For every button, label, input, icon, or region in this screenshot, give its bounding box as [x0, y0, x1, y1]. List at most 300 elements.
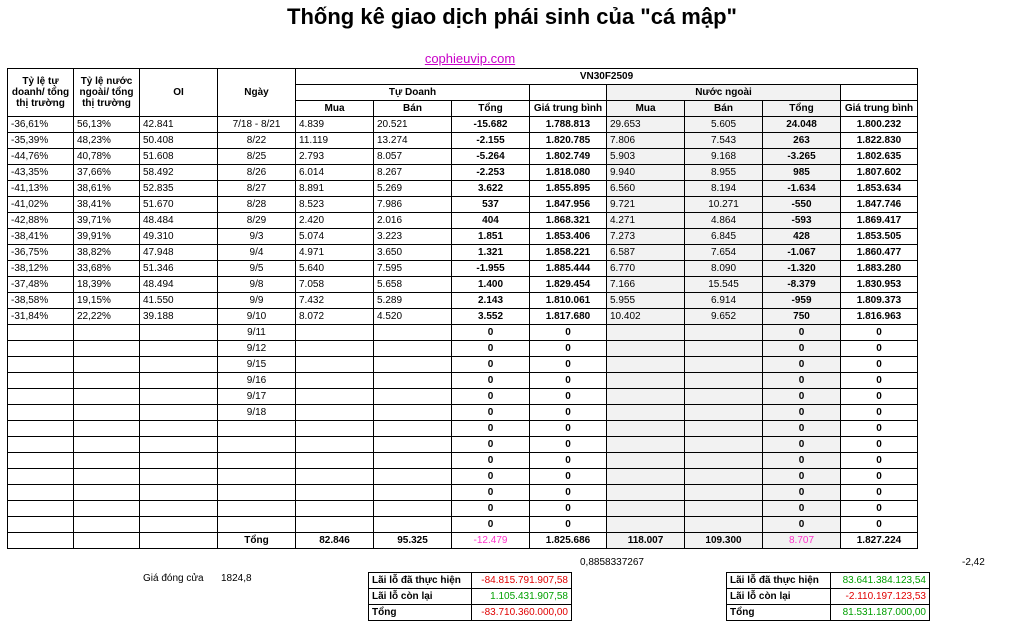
cell-ty-le-tu-doanh: -36,75%	[8, 245, 74, 261]
header-td-gia: Giá trung bình	[530, 101, 607, 117]
cell-oi	[140, 453, 218, 469]
cell-td-ban: 7.595	[374, 261, 452, 277]
cell-td-ban	[374, 421, 452, 437]
cell-ngay: 9/12	[218, 341, 296, 357]
cell-nn-tong: 0	[763, 437, 841, 453]
header-nn-gia: Giá trung bình	[841, 101, 918, 117]
cell-nn-tong: 263	[763, 133, 841, 149]
cell-td-mua: 11.119	[296, 133, 374, 149]
table-row	[8, 261, 918, 277]
cell-ngay: 7/18 - 8/21	[218, 117, 296, 133]
cell-ngay: 9/10	[218, 309, 296, 325]
total-td-gia: 1.825.686	[530, 533, 607, 549]
cell-ngay	[218, 517, 296, 533]
cell-td-gia: 0	[530, 453, 607, 469]
cell-nn-tong: 24.048	[763, 117, 841, 133]
cell-oi: 48.494	[140, 277, 218, 293]
cell-ngay: 8/27	[218, 181, 296, 197]
cell-nn-ban: 7.654	[685, 245, 763, 261]
cell-ty-le-nuoc-ngoai: 18,39%	[74, 277, 140, 293]
cell-nn-mua	[607, 453, 685, 469]
cell-ngay: 8/25	[218, 149, 296, 165]
pl-remaining-label: Lãi lỗ còn lại	[369, 589, 472, 605]
cell-nn-tong: 750	[763, 309, 841, 325]
table-body	[8, 117, 918, 533]
cell-td-ban	[374, 453, 452, 469]
total-nn-tong: 8.707	[763, 533, 841, 549]
cell-td-mua	[296, 453, 374, 469]
cell-ngay: 9/17	[218, 389, 296, 405]
cell-td-gia: 0	[530, 405, 607, 421]
cell-ngay: 8/22	[218, 133, 296, 149]
cell-td-tong: 537	[452, 197, 530, 213]
cell-td-tong: 0	[452, 357, 530, 373]
pl-table-tu-doanh	[368, 572, 572, 621]
cell-nn-ban	[685, 437, 763, 453]
cell-nn-ban: 8.955	[685, 165, 763, 181]
cell-ngay: 8/26	[218, 165, 296, 181]
cell-ty-le-nuoc-ngoai: 38,41%	[74, 197, 140, 213]
cell-td-tong: 0	[452, 421, 530, 437]
cell-td-ban: 4.520	[374, 309, 452, 325]
cell-nn-ban	[685, 405, 763, 421]
table-row	[8, 325, 918, 341]
cell-oi	[140, 501, 218, 517]
pl-remaining-label: Lãi lỗ còn lại	[727, 589, 831, 605]
cell-ty-le-tu-doanh: -38,41%	[8, 229, 74, 245]
header-tu-doanh: Tự Doanh	[296, 85, 530, 101]
header-nuoc-ngoai: Nước ngoài	[607, 85, 841, 101]
cell-td-tong: 0	[452, 405, 530, 421]
table-row	[8, 389, 918, 405]
cell-nn-gia: 0	[841, 437, 918, 453]
cell-td-mua: 2.420	[296, 213, 374, 229]
pl-total-value: -83.710.360.000,00	[471, 605, 571, 621]
cell-oi	[140, 421, 218, 437]
cell-td-ban: 7.986	[374, 197, 452, 213]
cell-nn-mua: 6.770	[607, 261, 685, 277]
cell-td-ban: 5.289	[374, 293, 452, 309]
total-nn-mua: 118.007	[607, 533, 685, 549]
table-row	[8, 181, 918, 197]
cell-nn-mua	[607, 325, 685, 341]
cell-nn-mua: 6.587	[607, 245, 685, 261]
cell-td-tong: 1.321	[452, 245, 530, 261]
cell-td-mua: 4.839	[296, 117, 374, 133]
cell-nn-ban: 6.845	[685, 229, 763, 245]
cell-ty-le-tu-doanh: -42,88%	[8, 213, 74, 229]
table-row	[8, 469, 918, 485]
cell-ngay	[218, 437, 296, 453]
cell-td-mua: 7.432	[296, 293, 374, 309]
cell-ty-le-nuoc-ngoai: 19,15%	[74, 293, 140, 309]
cell-td-mua	[296, 421, 374, 437]
cell-ngay: 9/16	[218, 373, 296, 389]
cell-td-tong: 0	[452, 469, 530, 485]
cell-td-gia: 0	[530, 469, 607, 485]
cell-td-mua	[296, 325, 374, 341]
cell-nn-gia: 0	[841, 517, 918, 533]
gia-dong-cua-value: 1824,8	[221, 573, 252, 584]
cell-nn-tong: -550	[763, 197, 841, 213]
cell-ty-le-nuoc-ngoai: 38,82%	[74, 245, 140, 261]
cell-oi: 50.408	[140, 133, 218, 149]
cell-nn-ban: 5.605	[685, 117, 763, 133]
pl-table-nuoc-ngoai	[726, 572, 930, 621]
cell-nn-mua: 29.653	[607, 117, 685, 133]
cell-nn-tong: 0	[763, 501, 841, 517]
cell-td-gia: 0	[530, 437, 607, 453]
cell-nn-tong: 0	[763, 357, 841, 373]
cell-td-tong: 0	[452, 501, 530, 517]
cell-td-gia: 0	[530, 357, 607, 373]
cell-oi	[140, 437, 218, 453]
cell-nn-ban: 4.864	[685, 213, 763, 229]
cell-nn-tong: -8.379	[763, 277, 841, 293]
cell-ty-le-nuoc-ngoai: 38,61%	[74, 181, 140, 197]
cell-ty-le-tu-doanh	[8, 469, 74, 485]
cell-td-ban: 3.223	[374, 229, 452, 245]
cell-nn-mua: 4.271	[607, 213, 685, 229]
cell-oi: 41.550	[140, 293, 218, 309]
table-row	[8, 149, 918, 165]
cell-td-mua: 6.014	[296, 165, 374, 181]
cell-ty-le-nuoc-ngoai: 39,91%	[74, 229, 140, 245]
cell-oi	[140, 341, 218, 357]
total-td-mua: 82.846	[296, 533, 374, 549]
cell-td-gia: 1.820.785	[530, 133, 607, 149]
cell-ngay: 9/5	[218, 261, 296, 277]
table-row	[8, 277, 918, 293]
cell-nn-ban: 8.194	[685, 181, 763, 197]
cell-nn-mua	[607, 469, 685, 485]
total-td-tong: -12.479	[452, 533, 530, 549]
cell-td-tong: 2.143	[452, 293, 530, 309]
cell-nn-mua	[607, 341, 685, 357]
cell-td-ban	[374, 341, 452, 357]
derivatives-table	[7, 68, 918, 549]
cell-nn-mua: 7.273	[607, 229, 685, 245]
table-row	[8, 213, 918, 229]
cell-nn-gia: 1.869.417	[841, 213, 918, 229]
cell-nn-ban	[685, 389, 763, 405]
table-row	[8, 437, 918, 453]
cell-nn-tong: -1.067	[763, 245, 841, 261]
cell-ty-le-tu-doanh	[8, 389, 74, 405]
cell-td-tong: -2.155	[452, 133, 530, 149]
cell-td-tong: 3.552	[452, 309, 530, 325]
cell-nn-gia: 0	[841, 341, 918, 357]
cell-nn-ban: 10.271	[685, 197, 763, 213]
cell-oi: 47.948	[140, 245, 218, 261]
cell-nn-gia: 1.853.505	[841, 229, 918, 245]
cell-ty-le-tu-doanh: -38,58%	[8, 293, 74, 309]
cell-ngay	[218, 421, 296, 437]
cell-nn-ban: 8.090	[685, 261, 763, 277]
cell-ty-le-tu-doanh: -35,39%	[8, 133, 74, 149]
cell-nn-tong: 0	[763, 453, 841, 469]
cell-td-mua	[296, 357, 374, 373]
header-nn-tong: Tổng	[763, 101, 841, 117]
cell-ty-le-nuoc-ngoai	[74, 421, 140, 437]
pl-remaining-value: 1.105.431.907,58	[471, 589, 571, 605]
cell-nn-mua	[607, 421, 685, 437]
cell-nn-tong: 985	[763, 165, 841, 181]
cell-td-ban: 8.267	[374, 165, 452, 181]
cell-nn-ban	[685, 325, 763, 341]
cell-ty-le-tu-doanh	[8, 437, 74, 453]
cell-ty-le-nuoc-ngoai: 40,78%	[74, 149, 140, 165]
cell-td-gia: 0	[530, 325, 607, 341]
cell-nn-mua: 5.903	[607, 149, 685, 165]
cell-nn-gia: 0	[841, 357, 918, 373]
header-ngay: Ngày	[218, 69, 296, 117]
cell-td-ban: 8.057	[374, 149, 452, 165]
cell-td-ban	[374, 405, 452, 421]
cell-td-mua: 5.640	[296, 261, 374, 277]
cell-td-gia: 1.817.680	[530, 309, 607, 325]
cell-td-gia: 1.853.406	[530, 229, 607, 245]
cell-ty-le-nuoc-ngoai	[74, 485, 140, 501]
cell-td-mua: 7.058	[296, 277, 374, 293]
cell-nn-tong: -593	[763, 213, 841, 229]
cell-td-gia: 0	[530, 517, 607, 533]
header-blank	[530, 85, 607, 101]
header-oi: OI	[140, 69, 218, 117]
cell-oi: 58.492	[140, 165, 218, 181]
cell-nn-mua: 6.560	[607, 181, 685, 197]
cell-oi	[140, 373, 218, 389]
cell-td-mua: 5.074	[296, 229, 374, 245]
cell-td-mua	[296, 373, 374, 389]
pl-total-value: 81.531.187.000,00	[831, 605, 930, 621]
cell-nn-gia: 0	[841, 485, 918, 501]
cell-oi	[140, 405, 218, 421]
cell-td-tong: 0	[452, 325, 530, 341]
cell-ty-le-nuoc-ngoai	[74, 341, 140, 357]
table-row	[8, 421, 918, 437]
diff-value: -2,42	[962, 557, 985, 568]
cell-td-mua	[296, 389, 374, 405]
table-row	[8, 165, 918, 181]
total-cell	[74, 533, 140, 549]
total-nn-ban: 109.300	[685, 533, 763, 549]
cell-nn-ban	[685, 501, 763, 517]
cell-ty-le-tu-doanh	[8, 405, 74, 421]
cell-ty-le-tu-doanh	[8, 485, 74, 501]
cell-nn-gia: 1.800.232	[841, 117, 918, 133]
cell-ty-le-tu-doanh	[8, 373, 74, 389]
cell-td-mua	[296, 501, 374, 517]
cell-td-ban: 5.658	[374, 277, 452, 293]
table-row	[8, 485, 918, 501]
cell-ngay	[218, 485, 296, 501]
cell-ty-le-nuoc-ngoai	[74, 325, 140, 341]
cell-nn-ban	[685, 453, 763, 469]
cell-ngay: 8/28	[218, 197, 296, 213]
cell-nn-gia: 0	[841, 405, 918, 421]
cell-ty-le-tu-doanh	[8, 357, 74, 373]
header-contract: VN30F2509	[296, 69, 918, 85]
cell-td-gia: 1.858.221	[530, 245, 607, 261]
table-row	[8, 341, 918, 357]
cell-oi	[140, 469, 218, 485]
table-row	[8, 245, 918, 261]
cell-nn-tong: 0	[763, 517, 841, 533]
cell-nn-mua	[607, 357, 685, 373]
cell-nn-gia: 0	[841, 389, 918, 405]
total-row	[8, 533, 918, 549]
cell-td-tong: 404	[452, 213, 530, 229]
cell-oi: 52.835	[140, 181, 218, 197]
cell-oi	[140, 357, 218, 373]
cell-nn-mua	[607, 437, 685, 453]
table-row	[8, 309, 918, 325]
cell-nn-gia: 0	[841, 501, 918, 517]
cell-td-mua: 8.523	[296, 197, 374, 213]
cell-ty-le-nuoc-ngoai	[74, 501, 140, 517]
cell-ty-le-tu-doanh	[8, 421, 74, 437]
table-row	[8, 117, 918, 133]
cell-nn-gia: 1.853.634	[841, 181, 918, 197]
cell-ngay	[218, 469, 296, 485]
cell-oi	[140, 325, 218, 341]
cell-td-tong: 0	[452, 341, 530, 357]
cell-ty-le-tu-doanh: -43,35%	[8, 165, 74, 181]
cell-nn-tong: 0	[763, 469, 841, 485]
page-title: Thống kê giao dịch phái sinh của "cá mập"	[287, 4, 737, 29]
cell-td-ban: 3.650	[374, 245, 452, 261]
cell-ngay: 9/11	[218, 325, 296, 341]
cell-oi: 48.484	[140, 213, 218, 229]
cell-td-mua	[296, 469, 374, 485]
cell-td-gia: 0	[530, 501, 607, 517]
total-nn-gia: 1.827.224	[841, 533, 918, 549]
cell-nn-ban: 9.652	[685, 309, 763, 325]
cell-nn-ban	[685, 421, 763, 437]
table-row	[8, 197, 918, 213]
cell-td-tong: 0	[452, 453, 530, 469]
table-row	[8, 501, 918, 517]
ratio-value: 0,8858337267	[580, 557, 644, 568]
cell-ty-le-tu-doanh: -37,48%	[8, 277, 74, 293]
cell-td-ban: 2.016	[374, 213, 452, 229]
cell-td-tong: -15.682	[452, 117, 530, 133]
header-nn-mua: Mua	[607, 101, 685, 117]
cell-nn-gia: 1.822.830	[841, 133, 918, 149]
cell-td-tong: -1.955	[452, 261, 530, 277]
cell-td-ban	[374, 389, 452, 405]
pl-realized-label: Lãi lỗ đã thực hiện	[369, 573, 472, 589]
cell-ngay: 9/15	[218, 357, 296, 373]
cell-ty-le-nuoc-ngoai: 37,66%	[74, 165, 140, 181]
cell-ngay: 9/3	[218, 229, 296, 245]
cell-td-tong: 0	[452, 373, 530, 389]
table-row	[8, 373, 918, 389]
cell-oi: 42.841	[140, 117, 218, 133]
cell-nn-tong: 0	[763, 341, 841, 357]
cell-ty-le-nuoc-ngoai: 33,68%	[74, 261, 140, 277]
cell-nn-tong: 0	[763, 389, 841, 405]
pl-total-label: Tổng	[727, 605, 831, 621]
cell-oi: 49.310	[140, 229, 218, 245]
cell-nn-ban: 6.914	[685, 293, 763, 309]
cell-ty-le-tu-doanh: -41,13%	[8, 181, 74, 197]
cell-td-mua	[296, 437, 374, 453]
cell-nn-gia: 1.809.373	[841, 293, 918, 309]
cell-nn-ban: 15.545	[685, 277, 763, 293]
table-row	[8, 133, 918, 149]
cell-nn-mua: 5.955	[607, 293, 685, 309]
cell-nn-gia: 0	[841, 325, 918, 341]
cell-nn-ban: 7.543	[685, 133, 763, 149]
site-link[interactable]: cophieuvip.com	[424, 51, 516, 66]
cell-ngay: 9/4	[218, 245, 296, 261]
cell-nn-mua: 7.806	[607, 133, 685, 149]
cell-nn-mua: 7.166	[607, 277, 685, 293]
gia-dong-cua-label: Giá đóng cửa	[143, 573, 204, 584]
pl-remaining-value: -2.110.197.123,53	[831, 589, 930, 605]
cell-nn-ban	[685, 517, 763, 533]
header-blank	[841, 85, 918, 101]
cell-td-ban: 5.269	[374, 181, 452, 197]
cell-td-tong: 1.400	[452, 277, 530, 293]
cell-nn-gia: 1.816.963	[841, 309, 918, 325]
cell-nn-mua	[607, 405, 685, 421]
total-td-ban: 95.325	[374, 533, 452, 549]
cell-td-gia: 1.847.956	[530, 197, 607, 213]
cell-td-ban	[374, 325, 452, 341]
cell-nn-gia: 0	[841, 453, 918, 469]
cell-nn-mua: 9.721	[607, 197, 685, 213]
cell-ty-le-tu-doanh	[8, 453, 74, 469]
cell-td-mua	[296, 517, 374, 533]
cell-nn-ban	[685, 469, 763, 485]
cell-td-gia: 1.810.061	[530, 293, 607, 309]
cell-td-ban	[374, 357, 452, 373]
cell-td-gia: 0	[530, 485, 607, 501]
cell-nn-tong: -959	[763, 293, 841, 309]
total-cell	[140, 533, 218, 549]
cell-td-ban	[374, 469, 452, 485]
header-ty-le-tu-doanh: Tỷ lệ tự doanh/ tổng thị trường	[8, 69, 74, 117]
table-row	[8, 453, 918, 469]
cell-td-mua	[296, 341, 374, 357]
cell-nn-tong: 0	[763, 421, 841, 437]
cell-ty-le-nuoc-ngoai	[74, 389, 140, 405]
cell-td-ban	[374, 373, 452, 389]
cell-nn-ban	[685, 357, 763, 373]
table-row	[8, 229, 918, 245]
cell-td-gia: 1.802.749	[530, 149, 607, 165]
cell-ty-le-tu-doanh: -36,61%	[8, 117, 74, 133]
cell-nn-gia: 1.802.635	[841, 149, 918, 165]
table-row	[8, 357, 918, 373]
cell-ty-le-tu-doanh	[8, 325, 74, 341]
cell-td-ban	[374, 437, 452, 453]
cell-nn-ban	[685, 341, 763, 357]
table-row	[8, 405, 918, 421]
cell-ty-le-nuoc-ngoai	[74, 357, 140, 373]
table-row	[8, 517, 918, 533]
cell-nn-mua	[607, 373, 685, 389]
cell-ty-le-nuoc-ngoai: 56,13%	[74, 117, 140, 133]
cell-oi: 51.608	[140, 149, 218, 165]
header-td-ban: Bán	[374, 101, 452, 117]
cell-td-gia: 1.788.813	[530, 117, 607, 133]
cell-oi	[140, 485, 218, 501]
cell-nn-mua: 9.940	[607, 165, 685, 181]
